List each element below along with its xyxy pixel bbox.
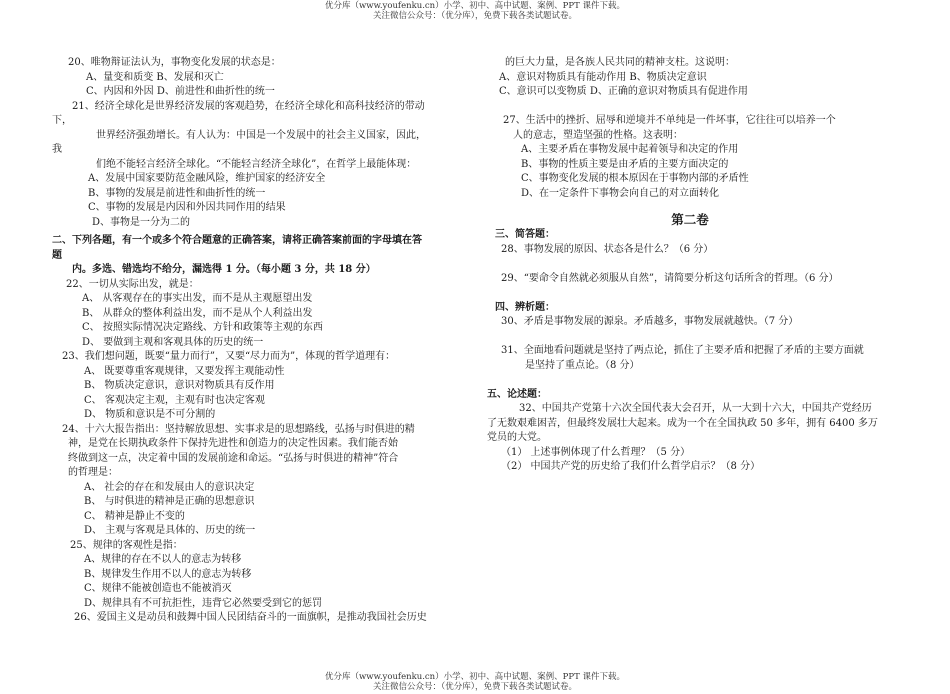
blank-line [495, 330, 915, 345]
volume-2-title: 第二卷 [671, 212, 709, 227]
text-line: 人的意志，塑造坚强的性格。这表明： [513, 129, 683, 141]
text-line: A、发展中国家要防范金融风险，维护国家的经济安全 [88, 173, 326, 184]
text-line: A、主要矛盾在事物发展中起着领导和决定的作用 [521, 144, 739, 155]
text-line: 的哲理是： [68, 467, 118, 478]
text-line: C、 客观决定主观，主观有时也决定客观 [84, 394, 265, 406]
text-line: 21、经济全球化是世界经济发展的客观趋势，在经济全球化和高科技经济的带动 [72, 100, 425, 112]
text-line: C、规律不能被创造也不能被消灭 [84, 583, 232, 594]
text-line: 神，是党在长期执政条件下保持先进性和创造力的决定性因素。我们能否始 [68, 438, 398, 449]
questions-20-21 [52, 56, 470, 230]
text-line: C、事物变化发展的根本原因在于事物内部的矛盾性 [521, 173, 749, 184]
text-line: 我 [52, 144, 62, 155]
text-line: A、规律的存在不以人的意志为转移 [84, 554, 242, 565]
text-line: 是坚持了重点论。（8 分） [525, 359, 640, 371]
header-line-1: 优分库（www.youfenku.cn）小学、初中、高中试题、案例、PPT 课件下载。 [325, 1, 625, 11]
text-line: 五、论述题： [487, 388, 547, 400]
header-line-2: 关注微信公众号：（优分库），免费下载各类试题试卷。 [372, 11, 577, 21]
text-line: 32、中国共产党第十六次全国代表大会召开，从一大到十六大，中国共产党经历 [519, 403, 872, 414]
text-line: 31、全面地看问题就是坚持了两点论，抓住了主要矛盾和把握了矛盾的主要方面就 [501, 345, 864, 356]
text-line: 29、“要命令自然就必须服从自然”，请简要分析这句话所含的哲理。（6 分） [501, 272, 839, 284]
footer-line-1: 优分库（www.youfenku.cn）小学、初中、高中试题、案例、PPT 课件下载。 [325, 672, 625, 682]
text-line: 了无数艰难困苦，但最终发展壮大起来。成为一个在全国执政 50 多年，拥有 6400 多万 [487, 417, 878, 429]
questions-22-26 [52, 278, 470, 626]
text-line: 下， [52, 115, 72, 126]
text-line: 28、事物发展的原因、状态各是什么？（6 分） [501, 243, 714, 255]
text-line: C、意识可以变物质 D、正确的意识对物质具有促进作用 [499, 86, 748, 97]
text-line: 四、辨析题： [495, 301, 555, 313]
right-column [487, 56, 915, 475]
text-line: B、事物的发展是前进性和曲折性的统一 [88, 187, 266, 199]
text-line: 世界经济强劲增长。有人认为：中国是一个发展中的社会主义国家，因此， [96, 129, 426, 141]
text-line: B、 与时俱进的精神是正确的思想意识 [84, 496, 255, 507]
text-line: C、事物的发展是内因和外因共同作用的结果 [88, 202, 286, 213]
text-line: 30、矛盾是事物发展的源泉。矛盾越多，事物发展就越快。（7 分） [501, 316, 799, 327]
text-line: D、 主观与客观是具体的、历史的统一 [84, 525, 256, 536]
footer-line-2: 关注微信公众号：（优分库），免费下载各类试题试卷。 [372, 682, 577, 692]
text-line: C、内因和外因 D、前进性和曲折性的统一 [86, 86, 275, 97]
page-footer [0, 672, 950, 692]
text-line: 终做到这一点，决定着中国的发展前途和命运。“弘扬与时俱进的精神”符合 [68, 452, 399, 464]
text-line: B、 物质决定意识，意识对物质具有反作用 [84, 380, 275, 391]
blank-line [495, 286, 915, 301]
blank-line [495, 373, 915, 388]
blank-line [495, 257, 915, 272]
text-line: C、 按照实际情况决定路线、方针和政策等主观的东西 [82, 322, 323, 333]
text-line: A、量变和质变 B、发展和灭亡 [86, 71, 224, 83]
text-line: A、意识对物质具有能动作用 B、物质决定意识 [499, 71, 707, 83]
text-line: D、事物是一分为二的 [92, 216, 191, 228]
text-line: D、规律具有不可抗拒性，违背它必然要受到它的惩罚 [84, 597, 323, 609]
text-line: 27、生活中的挫折、屈辱和逆境并不单纯是一件坏事，它往往可以培养一个 [503, 115, 836, 126]
left-column [52, 56, 470, 626]
section-2-heading-wrap: 题 [52, 249, 62, 261]
text-line: 党员的大党。 [487, 432, 547, 443]
blank-line [495, 100, 915, 115]
text-line: A、 社会的存在和发展由人的意识决定 [84, 481, 255, 493]
page-header [0, 1, 950, 21]
text-line: D、 要做到主观和客观具体的历史的统一 [82, 336, 264, 348]
text-line: B、 从群众的整体利益出发，而不是从个人利益出发 [82, 307, 313, 319]
text-line: 23、我们想问题，既要“量力而行”，又要“尽力而为”，体现的哲学道理有： [62, 351, 396, 362]
section-2-instructions [52, 234, 470, 278]
text-line: D、 物质和意识是不可分割的 [84, 409, 216, 420]
text-line: （1） 上述事例体现了什么哲理？（5 分） [501, 446, 691, 458]
text-line: 们绝不能轻言经济全球化。“不能轻言经济全球化”，在哲学上最能体现： [96, 158, 417, 170]
text-line: 26、爱国主义是动员和鼓舞中国人民团结奋斗的一面旗帜，是推动我国社会历史 [74, 612, 427, 623]
text-line: B、规律发生作用不以人的意志为转移 [84, 568, 252, 580]
text-line: 三、简答题： [495, 229, 555, 240]
text-line: 的巨大力量，是各族人民共同的精神支柱。这说明： [505, 57, 735, 68]
text-line: 22、一切从实际出发，就是： [66, 278, 199, 290]
text-line: A、 既要尊重客观规律，又要发挥主观能动性 [84, 365, 285, 377]
subjective-questions [487, 228, 915, 475]
text-line: （2） 中国共产党的历史给了我们什么哲学启示？（8 分） [501, 461, 761, 472]
text-line: 20、唯物辩证法认为，事物变化发展的状态是： [68, 57, 281, 68]
questions-26-27 [495, 56, 915, 201]
text-line: B、事物的性质主要是由矛盾的主要方面决定的 [521, 158, 729, 170]
text-line: A、 从客观存在的事实出发，而不是从主观愿望出发 [82, 293, 313, 304]
text-line: C、 精神是静止不变的 [84, 510, 185, 522]
section-2-heading: 二、下列各题，有一个或多个符合题意的正确答案，请将正确答案前面的字母填在答 [52, 235, 422, 246]
section-2-scoring: 内。多选、错选均不给分，漏选得 1 分。（每小题 3 分，共 18 分） [72, 264, 376, 275]
text-line: 25、规律的客观性是指： [70, 539, 183, 551]
text-line: D、在一定条件下事物会向自己的对立面转化 [521, 187, 720, 199]
text-line: 24、十六大报告指出：坚持解放思想、实事求是的思想路线，弘扬与时俱进的精 [62, 423, 415, 435]
